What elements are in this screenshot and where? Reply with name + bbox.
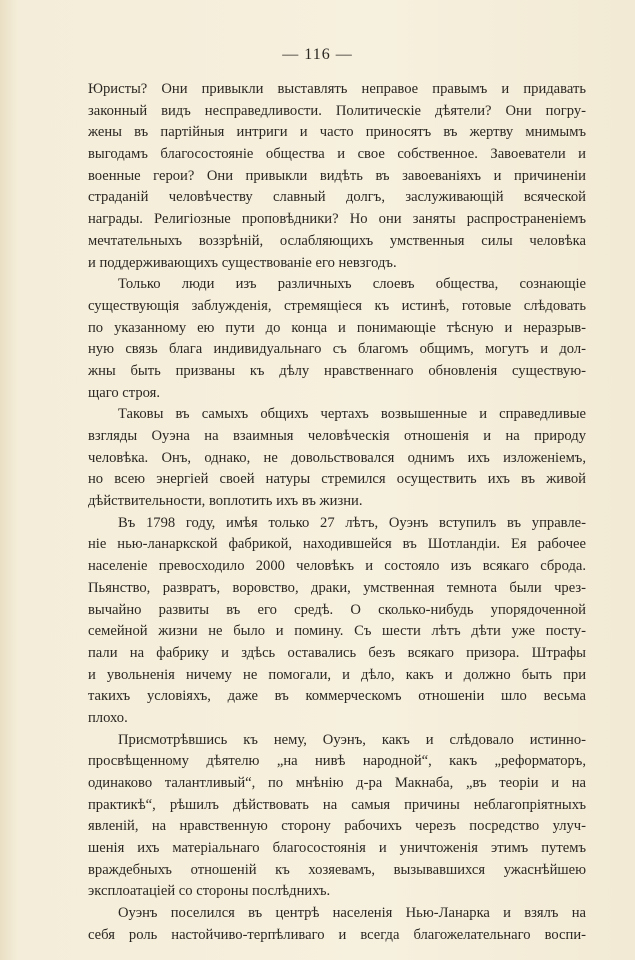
text-line: взгляды Оуэна на взаимныя человѣческія отношенія и на природу	[88, 428, 586, 444]
paragraph	[88, 513, 586, 730]
text-line: Оуэнъ поселился въ центрѣ населенія Нью-Ланарка и взялъ на	[118, 905, 586, 922]
text-line: практикѣ“, рѣшилъ дѣйствовать на самыя причины неблагопріятныхъ	[88, 796, 586, 813]
text-line: существующія заблужденія, стремящіеся къ истинѣ, готовые слѣдовать	[88, 297, 586, 314]
text-line: плохо.	[88, 709, 128, 726]
paragraph	[88, 274, 586, 404]
text-line: пали на фабрику и здѣсь оставались безъ всякаго призора. Штрафы	[88, 644, 586, 661]
text-line: Пьянство, развратъ, воровство, драки, умственная темнота были чрез-	[88, 579, 586, 596]
text-line: мечтательныхъ воззрѣній, ослабляющихъ умственныя силы человѣка	[88, 232, 586, 249]
paragraph	[88, 730, 586, 904]
text-line: военные герои? Они привыкли видѣть въ завоеваніяхъ и причиненіи	[88, 167, 586, 184]
text-line: жны быть призваны къ дѣлу нравственнаго обновленія существую-	[88, 362, 586, 379]
text-line: Юристы? Они привыкли выставлять неправое правымъ и придавать	[88, 81, 586, 97]
text-line: и увольненія ничему не помогали, и дѣло, какъ и должно быть при	[88, 666, 586, 683]
text-line: просвѣщенному дѣятелю „на нивѣ народной“, какъ „реформаторъ,	[88, 753, 586, 770]
text-line: дѣйствительности, воплотить ихъ въ жизни.	[88, 493, 363, 510]
text-line: ніе нью-ланаркской фабрикой, находившейся въ Шотландіи. Ея рабочее	[88, 536, 586, 553]
text-line: и поддерживающихъ существованіе его невзгодъ.	[88, 254, 397, 271]
text-line: страданій человѣчеству славный долгъ, заслуживающій всяческой	[88, 189, 586, 206]
text-line: Въ 1798 году, имѣя только 27 лѣтъ, Оуэнъ вступилъ въ управле-	[118, 514, 586, 531]
text-line: но всею энергіей своей натуры стремился осуществить ихъ въ живой	[88, 471, 586, 488]
text-line: вычайно развиты въ его средѣ. О сколько-нибудь упорядоченной	[88, 601, 586, 618]
text-line: одинаково талантливый“, по мнѣнію д-ра Макнаба, „въ теоріи и на	[88, 775, 586, 791]
text-line: Только люди изъ различныхъ слоевъ общества, сознающіе	[118, 276, 586, 293]
text-line: явленій, на нравственную сторону рабочихъ черезъ посредство улуч-	[88, 818, 586, 835]
text-line: эксплоатаціей со стороны послѣднихъ.	[88, 883, 331, 900]
text-line: населеніе превосходило 2000 человѣкъ и состояло изъ всякаго сброда.	[88, 558, 586, 575]
text-line: законный видъ несправедливости. Политическіе дѣятели? Они погру-	[88, 102, 586, 119]
text-line: Таковы въ самыхъ общихъ чертахъ возвышенные и справедливые	[118, 406, 586, 423]
body-text	[88, 79, 586, 947]
paragraph	[88, 79, 586, 274]
text-line: себя роль настойчиво-терпѣливаго и всегда благожелательнаго воспи-	[88, 926, 586, 943]
paragraph	[88, 903, 586, 946]
text-line: враждебныхъ отношеній къ хозяевамъ, вызывавшихся ужаснѣйшею	[88, 861, 586, 878]
text-line: выгодамъ благосостояніе общества и свое собственное. Завоеватели и	[88, 146, 586, 163]
text-line: человѣка. Онъ, однако, не довольствовался однимъ ихъ изложеніемъ,	[88, 449, 586, 466]
text-line: такихъ условіяхъ, даже въ коммерческомъ отношеніи шло весьма	[88, 688, 586, 705]
text-line: щаго строя.	[88, 384, 160, 401]
text-line: шенія ихъ матеріальнаго благосостоянія и уничтоженія этимъ путемъ	[88, 840, 586, 857]
text-line: ную связь блага индивидуальнаго съ благомъ общимъ, могутъ и дол-	[88, 341, 586, 358]
text-line: семейной жизни не было и помину. Съ шести лѣтъ дѣти уже посту-	[88, 623, 586, 640]
text-line: Присмотрѣвшись къ нему, Оуэнъ, какъ и слѣдовало истинно-	[118, 731, 586, 748]
page-number: — 116 —	[282, 46, 353, 63]
text-line: награды. Религіозные проповѣдники? Но они заняты распространеніемъ	[88, 211, 586, 228]
text-line: жены въ партійныя интриги и часто приносятъ въ жертву мнимымъ	[88, 124, 586, 141]
text-line: по указанному ею пути до конца и понимающіе тѣсную и неразрыв-	[88, 319, 586, 336]
paragraph	[88, 404, 586, 512]
